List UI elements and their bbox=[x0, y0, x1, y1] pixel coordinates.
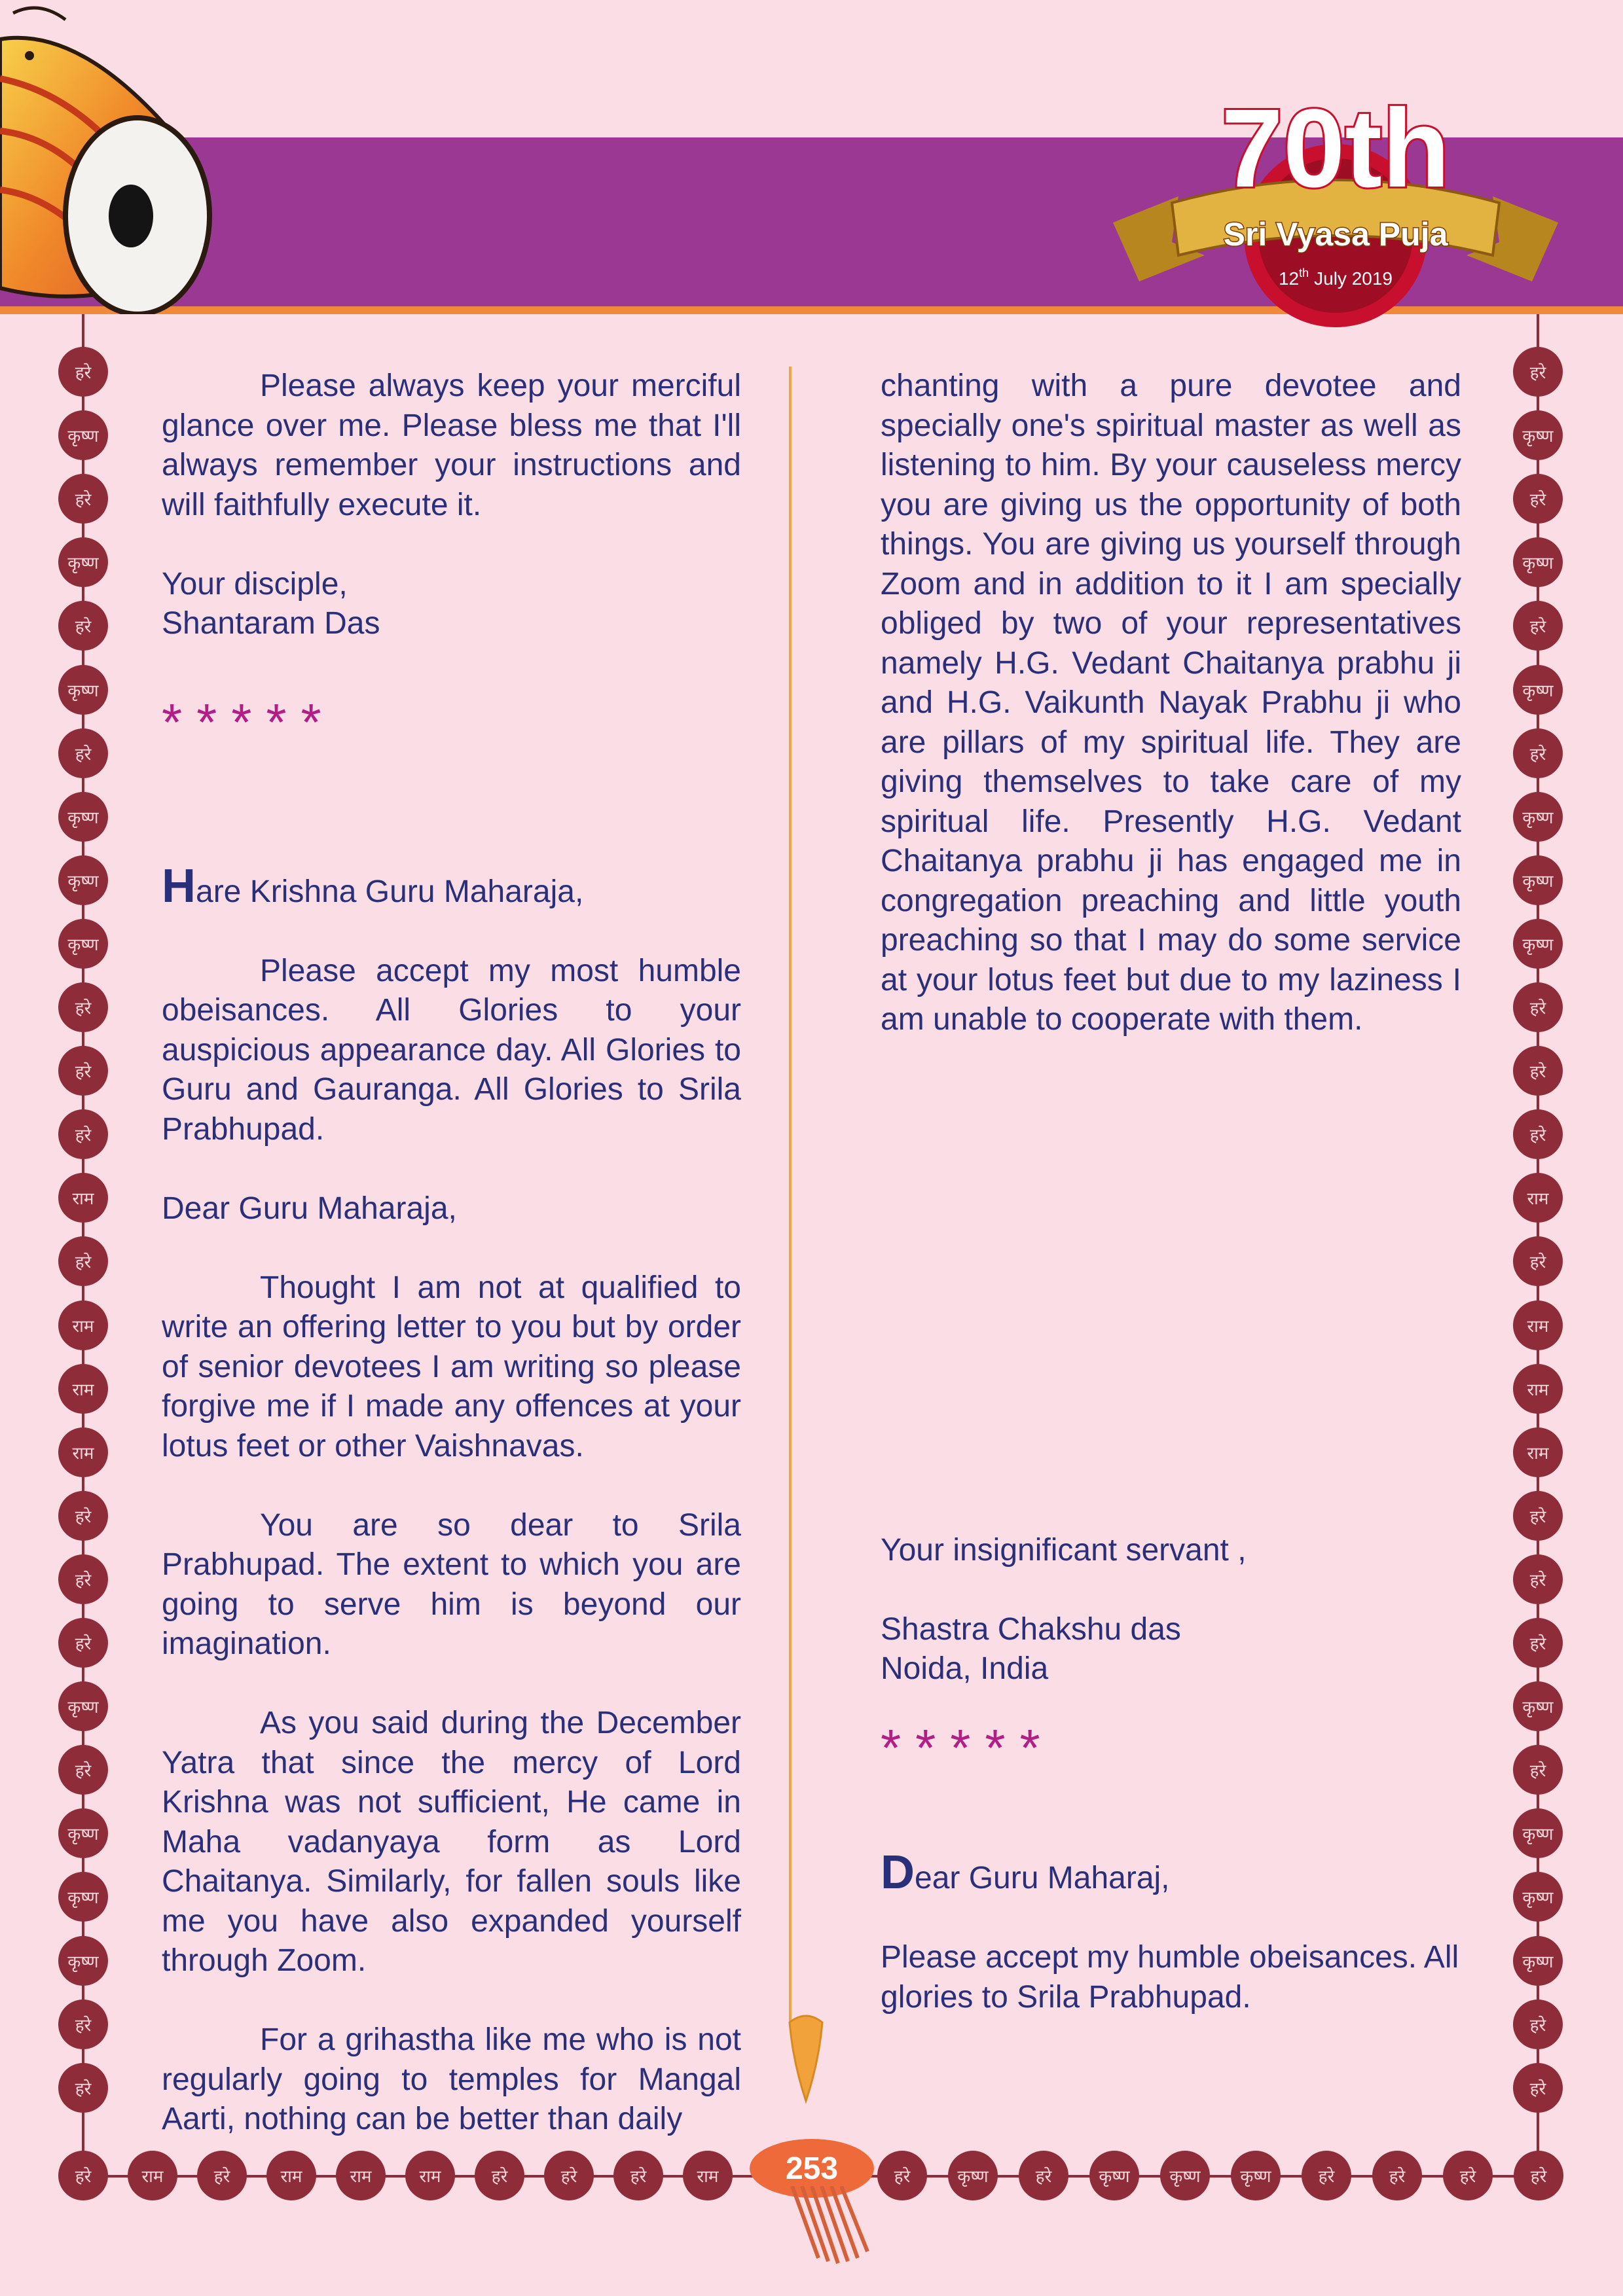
bead-left-14: हरे bbox=[58, 1236, 108, 1286]
bead-right-22: हरे bbox=[1513, 1745, 1563, 1795]
bead-right-25: कृष्ण bbox=[1513, 1936, 1563, 1986]
left-salutation-text: are Krishna Guru Maharaja, bbox=[196, 874, 584, 909]
left-paragraph-2: Please accept my most humble obeisances. All Glories to your auspicious appearance day. All Glories to Guru and Gauranga. All Glories to Srila Prabhupad. bbox=[162, 953, 741, 1147]
bead-left-21: कृष्ण bbox=[58, 1681, 108, 1731]
bead-right-6: हरे bbox=[1513, 728, 1563, 778]
bead-left-10: हरे bbox=[58, 982, 108, 1032]
right-closing: Your insignificant servant , bbox=[881, 1532, 1247, 1568]
bead-left-7: कृष्ण bbox=[58, 792, 108, 842]
bead-right-2: हरे bbox=[1513, 474, 1563, 524]
bead-right-0: हरे bbox=[1513, 347, 1563, 397]
drum-icon bbox=[0, 0, 249, 314]
badge-date-rest: July 2019 bbox=[1314, 268, 1393, 289]
bead-left-8: कृष्ण bbox=[58, 855, 108, 905]
bead-right-12: हरे bbox=[1513, 1109, 1563, 1159]
badge-date-suffix: th bbox=[1299, 266, 1309, 279]
bead-left-6: हरे bbox=[58, 728, 108, 778]
bead-left-19: हरे bbox=[58, 1554, 108, 1604]
bead-left-18: हरे bbox=[58, 1491, 108, 1541]
bead-left-9: कृष्ण bbox=[58, 919, 108, 969]
bead-right-21: कृष्ण bbox=[1513, 1681, 1563, 1731]
left-salutation bbox=[162, 859, 741, 912]
bead-right-18: हरे bbox=[1513, 1491, 1563, 1541]
left-signature: Shantaram Das bbox=[162, 606, 380, 641]
bead-right-8: कृष्ण bbox=[1513, 855, 1563, 905]
bead-bottom_right-9: हरे bbox=[1514, 2151, 1563, 2200]
left-paragraph-3: Thought I am not at qualified to write an offering letter to you but by order of senior devotees I am writing so please forgive me if I made any offences at your lotus feet or other Vaishnavas. bbox=[162, 1270, 741, 1463]
bead-bottom_right-0: हरे bbox=[877, 2151, 927, 2200]
left-paragraph-6: For a grihastha like me who is not regularly going to temples for Mangal Aarti, nothing can be better than daily bbox=[162, 2022, 741, 2136]
bead-left-2: हरे bbox=[58, 474, 108, 524]
bead-left-23: कृष्ण bbox=[58, 1808, 108, 1858]
bead-right-13: राम bbox=[1513, 1173, 1563, 1223]
right-column bbox=[881, 367, 1461, 2057]
bead-bottom_right-4: कृष्ण bbox=[1160, 2151, 1210, 2200]
bead-bottom_left-9: राम bbox=[683, 2151, 733, 2200]
bead-bottom_left-7: हरे bbox=[544, 2151, 594, 2200]
right-paragraph-1: chanting with a pure devotee and specially one's spiritual master as well as listening to him. By your causeless mercy you are giving us the opportunity of both things. You are giving us yourself through Zoom and in addition to it I am specially obliged by two of your representatives namely H.G. Vedant Chaitanya prabhu ji and H.G. Vaikunth Nayak Prabhu ji who are pillars of my spiritual life. They are giving themselves to take care of my spiritual life. Presently H.G. Vedant Chaitanya prabhu ji has engaged me in congregation preaching and little youth preaching so that I may do some service at your lotus feet but due to my laziness I am unable to cooperate with them. bbox=[881, 368, 1461, 1037]
bead-right-10: हरे bbox=[1513, 982, 1563, 1032]
bead-right-16: राम bbox=[1513, 1364, 1563, 1414]
badge-date bbox=[1279, 266, 1393, 289]
bead-right-1: कृष्ण bbox=[1513, 410, 1563, 460]
left-paragraph-1: Please always keep your merciful glance over me. Please bless me that I'll always remember your instructions and will faithfully execute it. bbox=[162, 368, 741, 522]
bead-left-15: राम bbox=[58, 1300, 108, 1350]
bead-left-25: कृष्ण bbox=[58, 1936, 108, 1986]
bead-right-26: हरे bbox=[1513, 2000, 1563, 2049]
center-thread bbox=[789, 367, 792, 2022]
bead-right-17: राम bbox=[1513, 1427, 1563, 1477]
right-stars-divider: ***** bbox=[881, 1719, 1055, 1777]
bead-left-16: राम bbox=[58, 1364, 108, 1414]
bead-right-4: हरे bbox=[1513, 601, 1563, 651]
bead-left-5: कृष्ण bbox=[58, 665, 108, 715]
bead-bottom_left-3: राम bbox=[266, 2151, 316, 2200]
bead-left-4: हरे bbox=[58, 601, 108, 651]
bead-bottom_right-8: हरे bbox=[1443, 2151, 1493, 2200]
bead-bottom_right-5: कृष्ण bbox=[1231, 2151, 1281, 2200]
bead-left-12: हरे bbox=[58, 1109, 108, 1159]
left-stars-divider: ***** bbox=[162, 692, 336, 751]
bead-right-20: हरे bbox=[1513, 1618, 1563, 1668]
bead-bottom_left-6: हरे bbox=[475, 2151, 524, 2200]
bead-right-24: कृष्ण bbox=[1513, 1872, 1563, 1922]
bead-left-24: कृष्ण bbox=[58, 1872, 108, 1922]
badge-title: Sri Vyasa Puja bbox=[1223, 216, 1448, 253]
bottom-right-bead-row bbox=[877, 2151, 1597, 2203]
left-paragraph-4: You are so dear to Srila Prabhupad. The extent to which you are going to serve him is beyond our imagination. bbox=[162, 1507, 741, 1661]
bead-right-14: हरे bbox=[1513, 1236, 1563, 1286]
bead-bottom_right-6: हरे bbox=[1302, 2151, 1351, 2200]
left-closing: Your disciple, bbox=[162, 566, 348, 601]
bead-right-7: कृष्ण bbox=[1513, 792, 1563, 842]
bead-right-27: हरे bbox=[1513, 2063, 1563, 2113]
right-signature: Shastra Chakshu das bbox=[881, 1611, 1181, 1647]
left-column bbox=[162, 367, 741, 2179]
bead-bottom_right-1: कृष्ण bbox=[948, 2151, 998, 2200]
badge-date-day: 12 bbox=[1278, 268, 1300, 289]
bead-bottom_left-0: हरे bbox=[58, 2151, 108, 2200]
right-paragraph-2: Please accept my humble obeisances. All glories to Srila Prabhupad. bbox=[881, 1940, 1459, 2015]
bead-bottom_left-5: राम bbox=[405, 2151, 455, 2200]
bead-left-26: हरे bbox=[58, 2000, 108, 2049]
bead-bottom_left-2: हरे bbox=[197, 2151, 247, 2200]
bead-right-3: कृष्ण bbox=[1513, 537, 1563, 587]
bead-left-27: हरे bbox=[58, 2063, 108, 2113]
right-salutation bbox=[881, 1846, 1461, 1899]
bead-bottom_right-2: हरे bbox=[1019, 2151, 1068, 2200]
left-paragraph-5: As you said during the December Yatra that since the mercy of Lord Krishna was not sufficient, He came in Maha vadanyaya form as Lord Chaitanya. Similarly, for fallen souls like me you have also expanded yourself through Zoom. bbox=[162, 1706, 741, 1978]
bead-left-11: हरे bbox=[58, 1046, 108, 1096]
badge-number: 70th bbox=[1221, 86, 1450, 211]
bead-left-13: राम bbox=[58, 1173, 108, 1223]
bead-left-17: राम bbox=[58, 1427, 108, 1477]
bead-bottom_left-4: राम bbox=[336, 2151, 386, 2200]
bead-right-9: कृष्ण bbox=[1513, 919, 1563, 969]
bead-bottom_right-7: हरे bbox=[1372, 2151, 1422, 2200]
bead-left-0: हरे bbox=[58, 347, 108, 397]
bead-left-1: कृष्ण bbox=[58, 410, 108, 460]
bead-right-5: कृष्ण bbox=[1513, 665, 1563, 715]
bead-bottom_left-8: हरे bbox=[613, 2151, 663, 2200]
tassel-icon bbox=[779, 2186, 884, 2265]
bead-left-20: हरे bbox=[58, 1618, 108, 1668]
page-number: 253 bbox=[750, 2139, 874, 2198]
anniversary-badge bbox=[1100, 59, 1571, 334]
bead-right-19: हरे bbox=[1513, 1554, 1563, 1604]
left-salutation-dropcap: H bbox=[162, 859, 196, 912]
bead-bottom_right-3: कृष्ण bbox=[1089, 2151, 1139, 2200]
bead-left-3: कृष्ण bbox=[58, 537, 108, 587]
right-salutation-dropcap: D bbox=[881, 1846, 915, 1899]
bead-right-15: राम bbox=[1513, 1300, 1563, 1350]
bead-bottom_left-1: राम bbox=[128, 2151, 177, 2200]
bead-right-11: हरे bbox=[1513, 1046, 1563, 1096]
center-drop-icon bbox=[783, 2009, 829, 2108]
right-salutation-text: ear Guru Maharaj, bbox=[915, 1861, 1170, 1895]
left-greeting-2: Dear Guru Maharaja, bbox=[162, 1191, 457, 1226]
right-location: Noida, India bbox=[881, 1651, 1049, 1686]
bead-right-23: कृष्ण bbox=[1513, 1808, 1563, 1858]
bead-left-22: हरे bbox=[58, 1745, 108, 1795]
